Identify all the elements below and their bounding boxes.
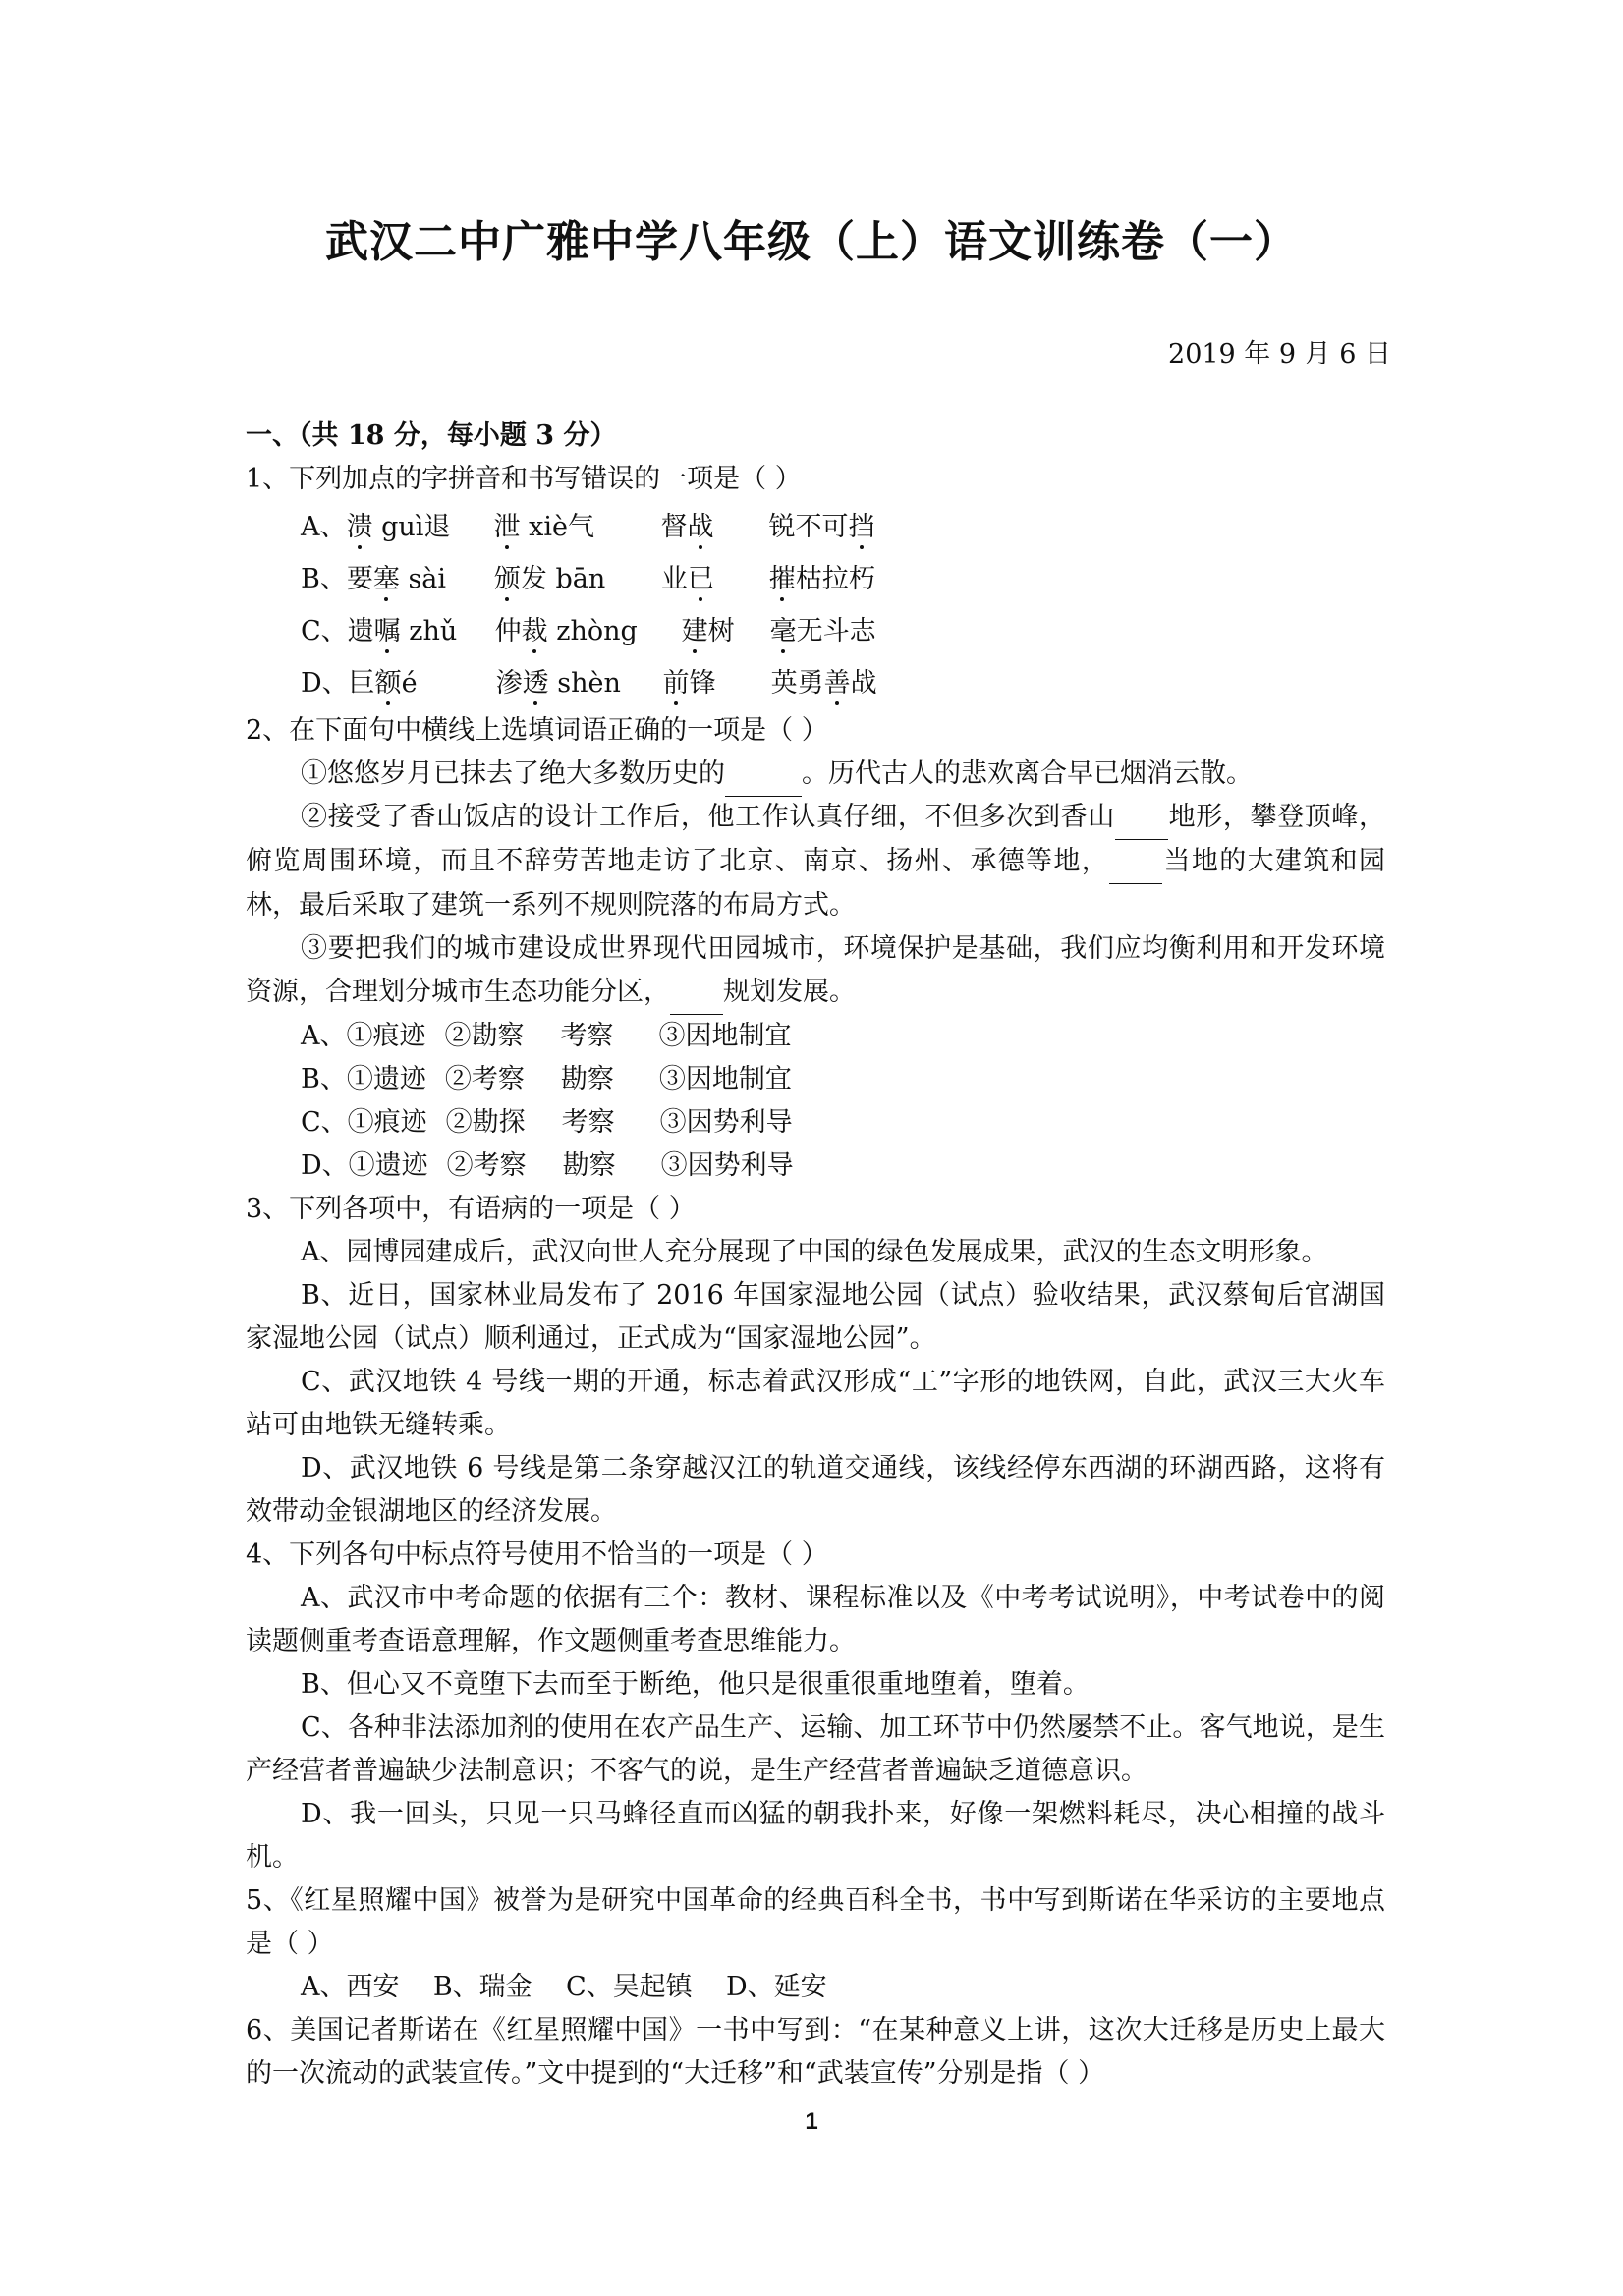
q2-sentence-1: [246, 753, 1385, 796]
option-choice: ③因势利导: [659, 1107, 793, 1138]
q3-option-a: A、园博园建成后，武汉向世人充分展现了中国的绿色发展成果，武汉的生态文明形象。: [301, 1237, 1328, 1267]
pinyin: zhòng: [556, 616, 638, 646]
option-choice: 考察: [560, 1021, 614, 1051]
exam-date: 2019 年 9 月 6 日: [1168, 339, 1391, 369]
dotted-char: 塞: [372, 564, 400, 594]
word-char: 要: [346, 564, 373, 594]
option-label: C、: [301, 616, 348, 646]
option-choice: 勘察: [562, 1150, 616, 1181]
pinyin: xiè: [529, 512, 568, 542]
q1-option-d: [246, 657, 1385, 709]
dotted-char: 挡: [848, 512, 875, 542]
q4-option-c: C、各种非法添加剂的使用在农产品生产、运输、加工环节中仍然屡禁不止。客气地说，是生产经营者普遍缺少法制意识；不客气的说，是生产经营者普遍缺乏道德意识。: [246, 1712, 1385, 1786]
dotted-char: 战: [687, 512, 714, 542]
q4-option-d: D、我一回头，只见一只马蜂径直而凶猛的朝我扑来，好像一架燃料耗尽，决心相撞的战斗机。: [246, 1799, 1385, 1873]
dotted-char: 前: [662, 668, 690, 699]
sentence-text: ①悠悠岁月已抹去了绝大多数历史的: [301, 758, 725, 789]
blank-line: [670, 971, 723, 1015]
q2-sentence-3: [246, 927, 1385, 1015]
dotted-char: 勇善战: [797, 668, 877, 699]
pinyin: é: [401, 668, 418, 699]
option-choice: ③因势利导: [660, 1150, 794, 1181]
dotted-char: 嘱: [373, 616, 401, 646]
q4-stem: 4、下列各句中标点符号使用不恰当的一项是（ ）: [246, 1540, 828, 1570]
q2-sentence-2: [246, 796, 1385, 927]
word-char: 树: [707, 616, 735, 646]
pinyin: shèn: [557, 668, 621, 699]
word-char: 英: [770, 668, 798, 699]
q2-option-a: [246, 1015, 1385, 1058]
q1-option-a: [246, 501, 1385, 553]
option-choice: ①痕迹: [346, 1021, 426, 1051]
q2-option-b: [246, 1058, 1385, 1101]
option-choice: ①遗迹: [348, 1150, 428, 1181]
pinyin: zhǔ: [409, 616, 458, 646]
sentence-text: 地形，攀登顶峰，俯览周围环境，而且不辞劳苦地走访了北京、南京、扬州、承德等地，: [246, 802, 1386, 876]
sentence-text: 。历代古人的悲欢离合早已烟消云散。: [802, 758, 1253, 789]
q3-option-c: C、武汉地铁 4 号线一期的开通，标志着武汉形成“工”字形的地铁网，自此，武汉三大火车站可由地铁无缝转乘。: [246, 1367, 1385, 1440]
pinyin: guì: [381, 512, 424, 542]
exam-content: [246, 415, 1385, 2096]
q3-stem: 3、下列各项中，有语病的一项是（ ）: [246, 1194, 696, 1224]
word-char: 无斗志: [796, 616, 876, 646]
dotted-char: 裁: [521, 616, 548, 646]
blank-line: [1109, 840, 1162, 884]
option-choice: 考察: [561, 1107, 615, 1138]
q1-stem: 1、下列加点的字拼音和书写错误的一项是（ ）: [246, 464, 802, 494]
dotted-char: 已: [687, 564, 714, 594]
word-char: 仲: [494, 616, 522, 646]
option-choice: ②勘察: [444, 1021, 525, 1051]
word-char: 渗: [495, 668, 523, 699]
option-choice: ③因地制宜: [658, 1064, 792, 1094]
pinyin: sài: [408, 564, 447, 594]
option-choice: ②考察: [446, 1150, 527, 1181]
option-label: D、: [301, 1150, 349, 1181]
sentence-text: 规划发展。: [723, 977, 856, 1007]
word-char: 遗: [347, 616, 374, 646]
option-choice: ③因地制宜: [658, 1021, 792, 1051]
dotted-char: 建: [681, 616, 708, 646]
q1-option-c: [246, 605, 1385, 657]
dotted-char: 摧: [768, 564, 796, 594]
page-title: 武汉二中广雅中学八年级（上）语文训练卷（一）: [325, 217, 1298, 267]
word-char: 巨: [348, 668, 375, 699]
q3-option-d: D、武汉地铁 6 号线是第二条穿越汉江的轨道交通线，该线经停东西湖的环湖西路，这将有效带动金银湖地区的经济发展。: [246, 1453, 1385, 1527]
q5-stem: 5、《红星照耀中国》被誉为是研究中国革命的经典百科全书，书中写到斯诺在华采访的主要地点是（ ）: [246, 1885, 1385, 1959]
option-label: B、: [301, 564, 347, 594]
option-label: C、: [301, 1107, 348, 1138]
q4-option-b: B、但心又不竟堕下去而至于断绝，他只是很重很重地堕着，堕着。: [301, 1669, 1090, 1700]
q2-stem: 2、在下面句中横线上选填词语正确的一项是（ ）: [246, 715, 828, 746]
option-label: A、: [301, 1021, 347, 1051]
q1-option-b: [246, 553, 1385, 605]
sentence-text: ②接受了香山饭店的设计工作后，他工作认真仔细，不但多次到香山: [301, 802, 1115, 832]
option-choice: ①遗迹: [346, 1064, 426, 1094]
option-choice: ②勘探: [445, 1107, 526, 1138]
q6-stem: 6、美国记者斯诺在《红星照耀中国》一书中写到：“在某种意义上讲，这次大迁移是历史上最大的一次流动的武装宣传。”文中提到的“大迁移”和“武装宣传”分别是指（ ）: [246, 2015, 1385, 2089]
dotted-char: 透: [522, 668, 549, 699]
option-choice: 勘察: [560, 1064, 614, 1094]
dotted-char: 额: [374, 668, 402, 699]
option-label: D、: [301, 668, 349, 699]
word-char: 枯拉朽: [795, 564, 875, 594]
dotted-char: 泄: [493, 512, 521, 542]
word-char: 锋: [689, 668, 716, 699]
word-char: 发: [520, 564, 547, 594]
option-label: A、: [301, 512, 347, 542]
q5-options: A、西安 B、瑞金 C、吴起镇 D、延安: [301, 1972, 827, 2002]
word-char: 督: [660, 512, 688, 542]
q4-option-a: A、武汉市中考命题的依据有三个：教材、课程标准以及《中考考试说明》，中考试卷中的阅读题侧重考查语意理解，作文题侧重考查思维能力。: [246, 1583, 1385, 1656]
q3-option-b: B、近日，国家林业局发布了 2016 年国家湿地公园（试点）验收结果，武汉蔡甸后官湖国家湿地公园（试点）顺利通过，正式成为“国家湿地公园”。: [246, 1280, 1385, 1354]
sentence-text: 当地的大建筑和园林，最后采取了建筑一系列不规则院落的布局方式。: [246, 846, 1386, 921]
option-choice: ①痕迹: [347, 1107, 427, 1138]
word-char: 业: [660, 564, 688, 594]
section-heading: 一、（共 18 分，每小题 3 分）: [246, 420, 617, 451]
sentence-text: ③要把我们的城市建设成世界现代田园城市，环境保护是基础，我们应均衡利用和开发环境资源，合理划分城市生态功能分区，: [246, 933, 1385, 1007]
word-char: 锐不可: [768, 512, 849, 542]
q2-option-d: [246, 1145, 1385, 1188]
dotted-char: 颁: [493, 564, 521, 594]
pinyin: bān: [555, 564, 606, 594]
word-char: 退: [423, 512, 451, 542]
option-choice: ②考察: [444, 1064, 525, 1094]
word-char: 气: [567, 512, 594, 542]
option-label: B、: [301, 1064, 347, 1094]
blank-line: [725, 753, 802, 797]
page-number: 1: [805, 2108, 818, 2135]
q2-option-c: [246, 1101, 1385, 1145]
dotted-char: 溃: [346, 512, 373, 542]
dotted-char: 毫: [769, 616, 797, 646]
blank-line: [1115, 796, 1168, 840]
